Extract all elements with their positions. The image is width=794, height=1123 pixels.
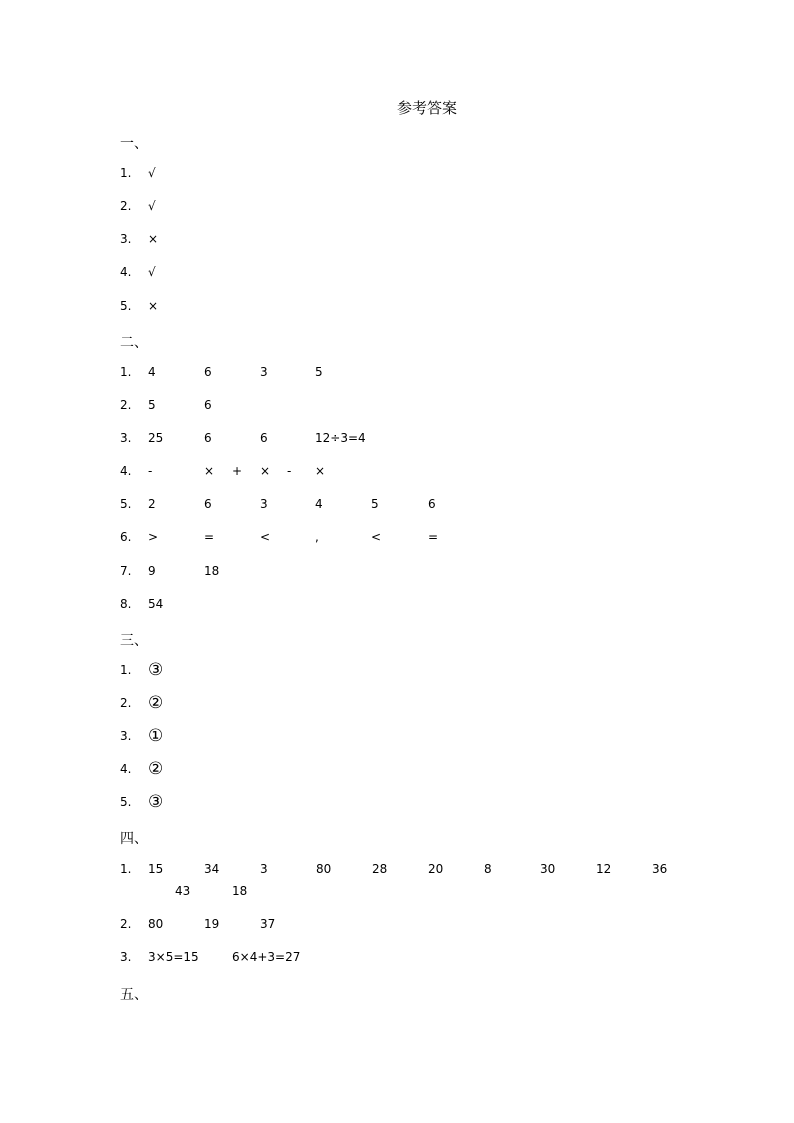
answer: 15 — [148, 862, 164, 876]
item-number: 1. — [120, 166, 132, 180]
answer: × — [204, 464, 215, 478]
answer-row — [120, 232, 720, 250]
answer: √ — [148, 199, 156, 213]
answer: 37 — [260, 917, 276, 931]
item-number: 4. — [120, 265, 132, 279]
answer: 43 — [175, 884, 191, 898]
answer-row — [120, 464, 720, 482]
item-number: 3. — [120, 232, 132, 246]
item-number: 3. — [120, 729, 132, 743]
answer-row — [120, 597, 720, 615]
item-number: 8. — [120, 597, 132, 611]
answer: + — [232, 464, 243, 478]
answer: - — [148, 464, 153, 478]
answer: - — [287, 464, 292, 478]
answer: 8 — [484, 862, 492, 876]
answer-row — [120, 564, 720, 582]
answer: , — [315, 530, 319, 544]
answer: 80 — [316, 862, 332, 876]
section-heading-3: 三、 — [120, 633, 148, 649]
answer-row — [120, 530, 720, 548]
answer: 5 — [148, 398, 156, 412]
answer: 5 — [371, 497, 379, 511]
answer: 6 — [204, 497, 212, 511]
answer: 19 — [204, 917, 220, 931]
answer: 2 — [148, 497, 156, 511]
answer: 36 — [652, 862, 668, 876]
answer: 3×5=15 — [148, 950, 199, 964]
item-number: 5. — [120, 795, 132, 809]
answer: ② — [148, 759, 164, 779]
item-number: 6. — [120, 530, 132, 544]
answer: 4 — [148, 365, 156, 379]
answer-row — [120, 917, 720, 935]
item-number: 1. — [120, 862, 132, 876]
section-heading-1: 一、 — [120, 136, 148, 152]
answer-row — [120, 199, 720, 217]
answer: 30 — [540, 862, 556, 876]
answer: 6 — [204, 431, 212, 445]
answer: 6 — [428, 497, 436, 511]
answer: 80 — [148, 917, 164, 931]
item-number: 7. — [120, 564, 132, 578]
item-number: 1. — [120, 365, 132, 379]
item-number: 4. — [120, 762, 132, 776]
answer-row — [120, 431, 720, 449]
answer: 6 — [260, 431, 268, 445]
answer: ③ — [148, 792, 164, 812]
answer: 34 — [204, 862, 220, 876]
answer: 5 — [315, 365, 323, 379]
answer: < — [371, 530, 382, 544]
answer: 3 — [260, 497, 268, 511]
answer: 6 — [204, 398, 212, 412]
answer: > — [148, 530, 159, 544]
answer: √ — [148, 265, 156, 279]
answer: = — [428, 530, 439, 544]
answer: 6×4+3=27 — [232, 950, 301, 964]
answer-row-continued — [120, 884, 720, 902]
item-number: 3. — [120, 950, 132, 964]
answer-row — [120, 792, 720, 813]
answer: √ — [148, 166, 156, 180]
answer: 20 — [428, 862, 444, 876]
answer: × — [148, 232, 159, 246]
answer: ② — [148, 693, 164, 713]
answer: 12÷3=4 — [315, 431, 366, 445]
answer: 12 — [596, 862, 612, 876]
answer: 25 — [148, 431, 164, 445]
answer: 3 — [260, 365, 268, 379]
answer-row — [120, 365, 720, 383]
answer: 6 — [204, 365, 212, 379]
answer-row — [120, 759, 720, 780]
item-number: 4. — [120, 464, 132, 478]
answer-row — [120, 497, 720, 515]
answer: 18 — [204, 564, 220, 578]
answer: 28 — [372, 862, 388, 876]
item-number: 2. — [120, 696, 132, 710]
answer-row — [120, 862, 720, 880]
item-number: 2. — [120, 917, 132, 931]
answer-row — [120, 398, 720, 416]
answer: 4 — [315, 497, 323, 511]
answer-row — [120, 166, 720, 184]
answer-row — [120, 660, 720, 681]
item-number: 1. — [120, 663, 132, 677]
answer-row — [120, 693, 720, 714]
item-number: 2. — [120, 199, 132, 213]
item-number: 5. — [120, 497, 132, 511]
section-heading-5: 五、 — [120, 987, 148, 1003]
answer: < — [260, 530, 271, 544]
answer: 18 — [232, 884, 248, 898]
answer: ③ — [148, 660, 164, 680]
section-heading-2: 二、 — [120, 335, 148, 351]
section-heading-4: 四、 — [120, 831, 148, 847]
answer-row — [120, 950, 720, 968]
answer: ① — [148, 726, 164, 746]
answer: 9 — [148, 564, 156, 578]
answer: = — [204, 530, 215, 544]
answer: × — [148, 299, 159, 313]
item-number: 2. — [120, 398, 132, 412]
item-number: 3. — [120, 431, 132, 445]
answer: × — [315, 464, 326, 478]
answer: × — [260, 464, 271, 478]
answer: 54 — [148, 597, 164, 611]
answer-row — [120, 299, 720, 317]
answer: 3 — [260, 862, 268, 876]
answer-row — [120, 726, 720, 747]
answer-row — [120, 265, 720, 283]
item-number: 5. — [120, 299, 132, 313]
page-title: 参考答案 — [396, 99, 457, 117]
